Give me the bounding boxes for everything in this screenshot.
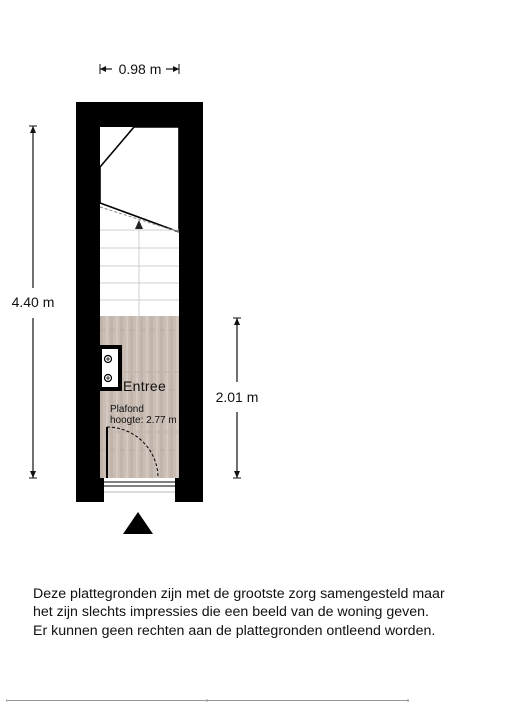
disclaimer-line: Er kunnen geen rechten aan de plattegronden ontleend worden. [33,622,436,639]
footer-rule [6,699,409,702]
disclaimer-line: het zijn slechts impressies die een beeld van de woning geven. [33,604,429,621]
ceiling-label: Plafond [110,404,144,415]
room-name: Entree [123,378,167,394]
width-label: 0.98 m [118,61,162,77]
height-label: 4.40 m [11,294,55,310]
meter-cupboard [100,345,122,391]
height-dimension [12,126,55,478]
entree-floor [100,316,179,478]
disclaimer [33,585,503,640]
room-depth-label: 2.01 m [215,389,259,405]
ceiling-height-label: hoogte: 2.77 m [110,415,177,426]
width-dimension [100,61,179,77]
disclaimer-line: Deze plattegronden zijn met de grootste zorg samengesteld maar [33,586,445,602]
room-depth-dimension [216,318,259,478]
entrance-arrow-icon [123,512,153,534]
